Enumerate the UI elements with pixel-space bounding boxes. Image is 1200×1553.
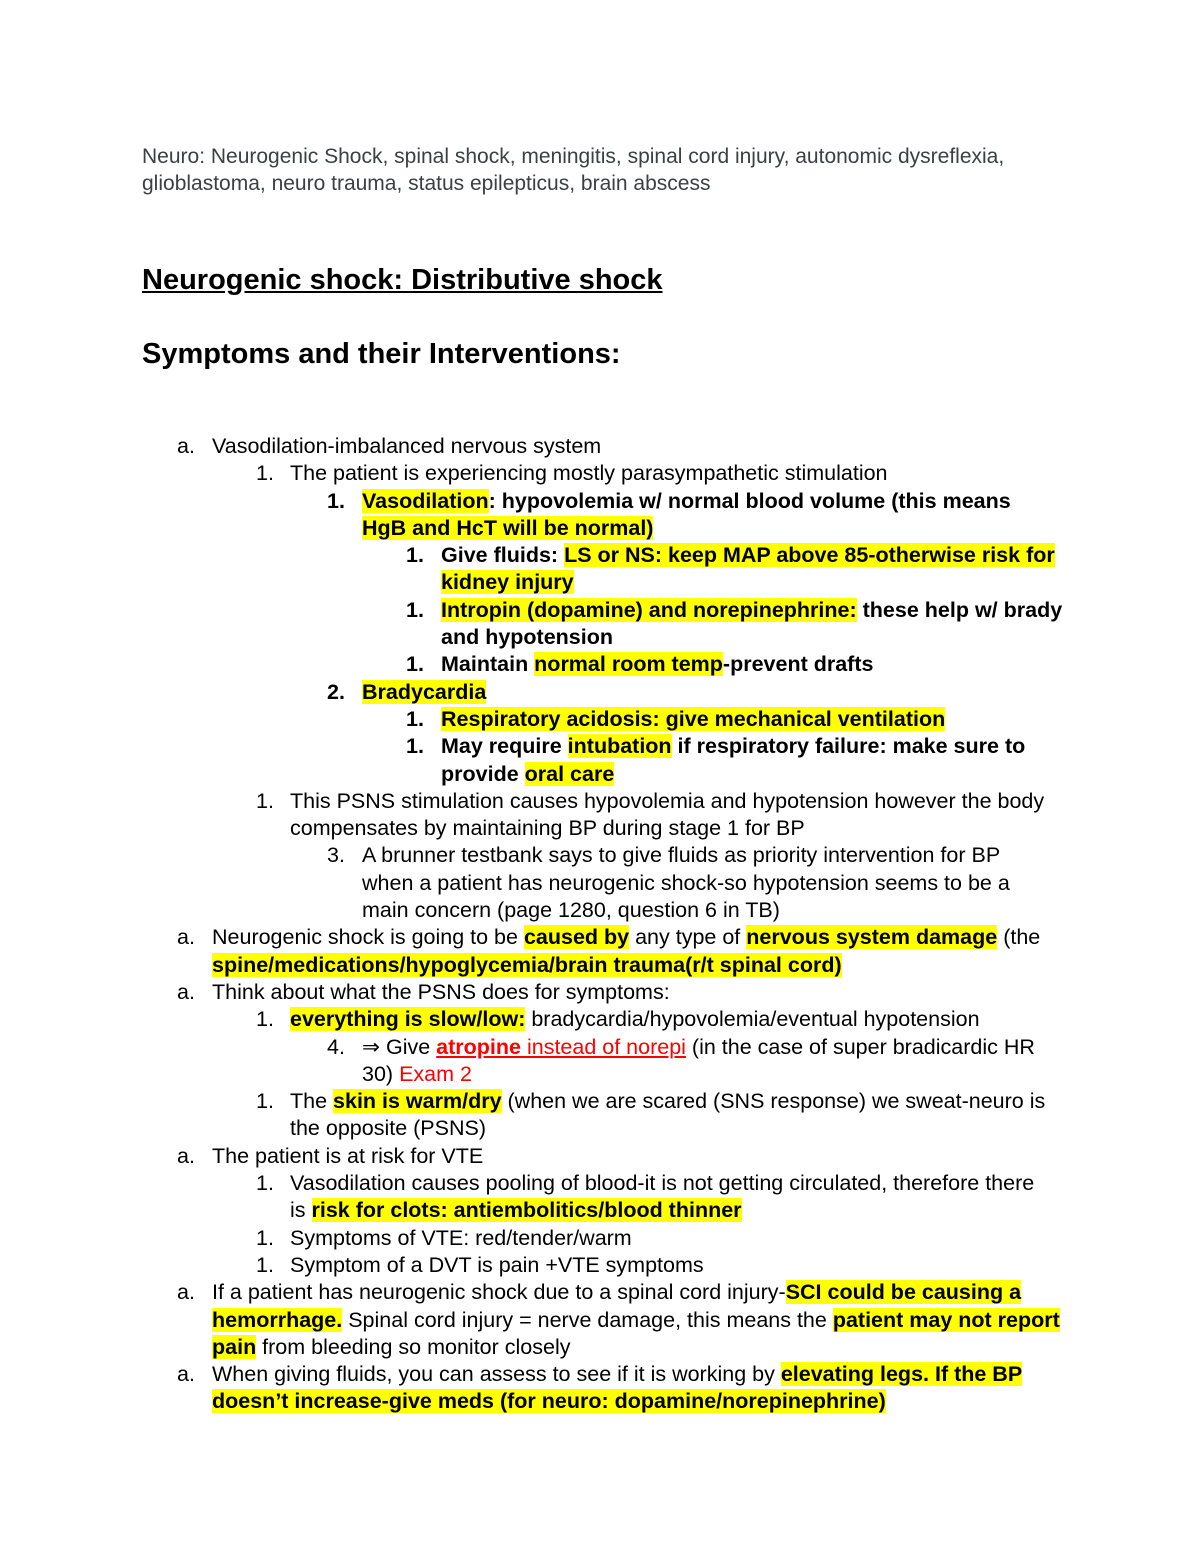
text-segment: from bleeding so monitor closely xyxy=(256,1334,571,1359)
list-marker: a. xyxy=(177,1143,195,1168)
list-marker: 1. xyxy=(406,652,424,677)
list-item xyxy=(0,488,1200,543)
list-item xyxy=(0,1034,1200,1089)
list-marker: a. xyxy=(177,1362,195,1387)
text-segment: bradycardia/hypovolemia/eventual hypotension xyxy=(525,1007,980,1032)
text-segment: May require xyxy=(441,734,568,759)
list-item xyxy=(0,433,1200,460)
highlighted-text: Bradycardia xyxy=(362,679,487,704)
list-item xyxy=(0,979,1200,1006)
list-item xyxy=(0,788,1200,843)
section-subtitle: Symptoms and their Interventions: xyxy=(142,338,621,370)
text-segment: Maintain xyxy=(441,652,535,677)
list-marker: a. xyxy=(177,434,195,458)
text-segment: (when we are scared (SNS response) we sweat-neuro is the opposite (PSNS) xyxy=(290,1089,1046,1141)
list-item-text xyxy=(441,706,1066,733)
list-item xyxy=(0,679,1200,706)
list-item xyxy=(0,1143,1200,1170)
list-marker: a. xyxy=(177,925,195,950)
text-segment: The patient is at risk for VTE xyxy=(212,1143,484,1168)
list-item xyxy=(0,1225,1200,1252)
list-item-text xyxy=(212,1279,1062,1361)
list-item-text xyxy=(212,433,1062,460)
list-item xyxy=(0,1006,1200,1033)
text-segment: If a patient has neurogenic shock due to a spinal cord injury- xyxy=(212,1280,786,1305)
list-item-text xyxy=(290,1006,1055,1033)
text-segment: Symptoms of VTE: red/tender/warm xyxy=(290,1225,632,1250)
list-item xyxy=(0,1088,1200,1143)
list-marker: 1. xyxy=(406,543,424,568)
red-annotation: atropine xyxy=(436,1034,521,1059)
highlighted-text: nervous system damage xyxy=(746,925,998,950)
list-item xyxy=(0,733,1200,788)
highlighted-text: intubation xyxy=(567,734,672,759)
list-item-text xyxy=(362,842,1052,924)
highlighted-text: Intropin (dopamine) and norepinephrine: xyxy=(441,597,857,622)
list-item xyxy=(0,1279,1200,1361)
page-title: Neurogenic shock: Distributive shock xyxy=(142,264,663,296)
text-segment: A brunner testbank says to give fluids as priority intervention for BP when a patient has neurogenic shock-so hypotension seems to be a main concern (page 1280, question 6 in TB) xyxy=(362,843,1010,923)
list-item xyxy=(0,924,1200,979)
list-item-text xyxy=(441,651,1066,678)
list-item-text xyxy=(212,1361,1062,1416)
text-segment: Spinal cord injury = nerve damage, this means the xyxy=(342,1307,833,1332)
list-item-text xyxy=(362,488,1052,543)
list-item-text xyxy=(290,1252,1055,1279)
highlighted-text: Respiratory acidosis: give mechanical ventilation xyxy=(441,706,946,731)
list-item-text xyxy=(212,979,1062,1006)
list-marker: 1. xyxy=(256,788,274,813)
red-annotation: Exam 2 xyxy=(399,1061,472,1086)
highlighted-text: patient may not report pain xyxy=(212,1307,1060,1359)
highlighted-text: elevating legs. If the BP doesn’t increase-give meds (for neuro: dopamine/norepinephrine) xyxy=(212,1362,1023,1414)
intro-topics: Neuro: Neurogenic Shock, spinal shock, meningitis, spinal cord injury, autonomic dysreflexia, glioblastoma, neuro trauma, status epilepticus, brain abscess xyxy=(142,145,1005,195)
list-item-text xyxy=(290,1170,1055,1225)
list-item-text xyxy=(441,597,1066,652)
list-item-text xyxy=(290,1225,1055,1252)
highlighted-text: spine/medications/hypoglycemia/brain trauma(r/t spinal cord) xyxy=(212,952,842,977)
list-marker: 1. xyxy=(406,706,424,731)
text-segment: (in the case of super bradicardic HR 30) xyxy=(362,1034,1035,1086)
highlighted-text: everything is slow/low: xyxy=(290,1007,526,1032)
list-item-text xyxy=(290,788,1055,843)
list-marker: 1. xyxy=(327,488,345,513)
list-item xyxy=(0,1361,1200,1416)
text-segment: ⇒ Give xyxy=(362,1034,437,1059)
list-marker: 1. xyxy=(256,1225,274,1250)
text-segment: Neurogenic shock is going to be xyxy=(212,925,524,950)
list-item xyxy=(0,651,1200,678)
red-annotation: instead of norepi xyxy=(521,1034,686,1059)
list-item xyxy=(0,706,1200,733)
list-marker: 1. xyxy=(406,597,424,622)
text-segment: The patient is experiencing mostly parasympathetic stimulation xyxy=(290,461,888,486)
list-marker: 4. xyxy=(327,1034,345,1059)
list-item xyxy=(0,1170,1200,1225)
list-marker: 1. xyxy=(256,1007,274,1032)
list-item-text xyxy=(212,1143,1062,1170)
text-segment: any type of xyxy=(629,925,747,950)
text-segment: Vasodilation-imbalanced nervous system xyxy=(212,434,602,458)
list-marker: a. xyxy=(177,979,195,1004)
text-segment: Think about what the PSNS does for symptoms: xyxy=(212,979,670,1004)
list-marker: a. xyxy=(177,1280,195,1305)
list-item-text xyxy=(212,924,1062,979)
list-marker: 1. xyxy=(256,1252,274,1277)
highlighted-text: normal room temp xyxy=(534,652,723,677)
text-segment: : hypovolemia w/ normal blood volume (this means xyxy=(488,488,1011,513)
list-marker: 1. xyxy=(256,1171,274,1196)
text-segment: The xyxy=(290,1089,334,1114)
list-marker: 1. xyxy=(406,734,424,759)
text-segment: This PSNS stimulation causes hypovolemia and hypotension however the body compensates by maintaining BP during stage 1 for BP xyxy=(290,788,1045,841)
list-item xyxy=(0,1252,1200,1279)
highlighted-text: risk for clots: antiembolitics/blood thinner xyxy=(311,1198,742,1223)
list-marker: 1. xyxy=(256,1089,274,1114)
list-marker: 1. xyxy=(256,461,274,486)
text-segment: When giving fluids, you can assess to see if it is working by xyxy=(212,1362,781,1387)
list-item xyxy=(0,597,1200,652)
highlighted-text: caused by xyxy=(523,925,630,950)
highlighted-text: skin is warm/dry xyxy=(333,1089,502,1114)
list-marker: 3. xyxy=(327,843,345,868)
list-item-text xyxy=(362,1034,1052,1089)
text-segment: Symptom of a DVT is pain +VTE symptoms xyxy=(290,1252,704,1277)
text-segment: these help w/ brady and hypotension xyxy=(441,597,1063,650)
highlighted-text: Vasodilation xyxy=(362,488,489,513)
list-item-text xyxy=(441,733,1066,788)
list-item-text xyxy=(290,1088,1055,1143)
highlighted-text: oral care xyxy=(524,761,615,786)
text-segment: -prevent drafts xyxy=(722,652,874,677)
text-segment: (the xyxy=(997,925,1041,950)
text-segment: Give fluids: xyxy=(441,543,565,568)
outline-list xyxy=(0,433,1200,1416)
list-item-text xyxy=(441,542,1066,597)
list-item-text xyxy=(362,679,1052,706)
list-marker: 2. xyxy=(327,679,345,704)
highlighted-text: HgB and HcT will be normal) xyxy=(362,515,654,540)
list-item xyxy=(0,460,1200,487)
text-segment: if respiratory failure: make sure to provide xyxy=(441,734,1026,786)
list-item-text xyxy=(290,460,1055,487)
text-segment: Vasodilation causes pooling of blood-it is not getting circulated, therefore there is xyxy=(290,1171,1035,1223)
highlighted-text: SCI could be causing a hemorrhage. xyxy=(212,1280,1022,1332)
highlighted-text: LS or NS: keep MAP above 85-otherwise risk for kidney injury xyxy=(441,543,1055,595)
list-item xyxy=(0,542,1200,597)
list-item xyxy=(0,842,1200,924)
